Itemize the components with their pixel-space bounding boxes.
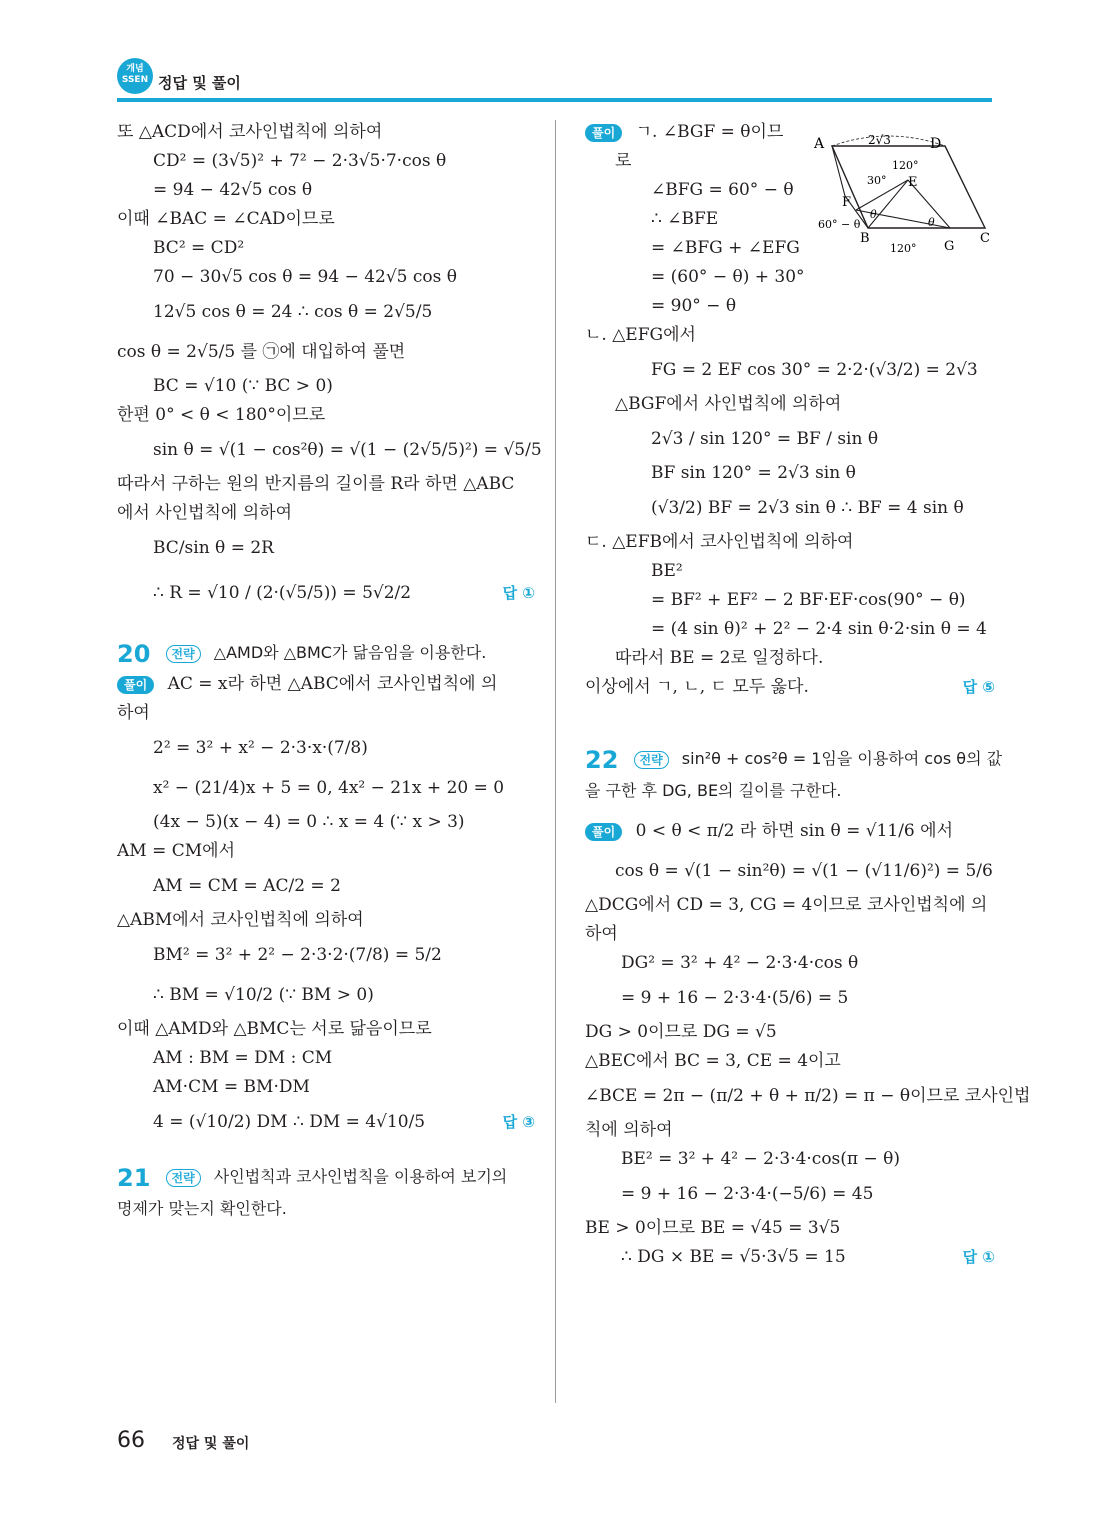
strategy-text-cont: 명제가 맞는지 확인한다. <box>117 1199 287 1218</box>
solution-line <box>117 975 535 1015</box>
label-top: 2√3 <box>868 133 891 147</box>
solution-line-text: BF sin 120° = 2√3 sin θ <box>651 463 856 483</box>
solution-line <box>585 350 995 390</box>
strategy-text: △AMD와 △BMC가 닮음임을 이용한다. <box>213 643 487 662</box>
solution-line-text: AM = CM에서 <box>117 841 235 861</box>
label-C: C <box>980 231 990 246</box>
solution-line <box>585 390 995 419</box>
label-angle-60: 60° − θ <box>818 218 861 231</box>
solution-line <box>585 459 995 488</box>
solution-line-text: AM = CM = AC/2 = 2 <box>153 876 341 896</box>
solution-line <box>585 1116 995 1145</box>
solution-line-text: BE > 0이므로 BE = √45 = 3√5 <box>585 1218 841 1238</box>
solution-line-text: = 94 − 42√5 cos θ <box>153 180 313 200</box>
solution-line <box>117 1102 535 1142</box>
solution-line <box>585 1214 995 1243</box>
solution-line-text: △BEC에서 BC = 3, CE = 4이고 <box>585 1051 841 1071</box>
solution-line-text: 로 <box>615 151 632 171</box>
solution-line-text: BM² = 3² + 2² − 2·3·2·(7/8) = 5/2 <box>153 945 442 965</box>
label-theta-1: θ <box>870 208 877 221</box>
footer-label: 정답 및 풀이 <box>172 1436 250 1452</box>
solution-line-text: ∴ DG × BE = √5·3√5 = 15 <box>621 1247 846 1267</box>
label-A: A <box>814 136 825 152</box>
solution-line <box>585 557 995 586</box>
solution-line-text: ∴ R = √10 / (2·(√5/5)) = 5√2/2 <box>153 583 412 603</box>
solution-line-text: = 9 + 16 − 2·3·4·(5/6) = 5 <box>621 988 849 1008</box>
solution-line <box>117 234 535 263</box>
solution-line-text: (4x − 5)(x − 4) = 0 ∴ x = 4 (∵ x > 3) <box>153 812 465 832</box>
solution-line-text: FG = 2 EF cos 30° = 2·2·(√3/2) = 2√3 <box>651 360 978 380</box>
solution-line <box>585 644 995 673</box>
problem-22-header <box>585 742 1003 776</box>
strategy-tag: 전략 <box>166 645 201 663</box>
solution-line <box>117 332 535 372</box>
solution-line <box>585 949 995 978</box>
answer-badge: 답 ① <box>502 584 535 602</box>
strategy-text: 사인법칙과 코사인법칙을 이용하여 보기의 <box>213 1167 508 1186</box>
strategy-text-cont: 을 구한 후 DG, BE의 길이를 구한다. <box>585 781 842 800</box>
solution-line <box>585 1174 995 1214</box>
solution-line: AC = x라 하면 △ABC에서 코사인법칙에 의 <box>167 674 498 694</box>
solution-line <box>117 118 535 147</box>
solution-line <box>585 920 995 949</box>
solution-line-text: BC = √10 (∵ BC > 0) <box>153 376 333 396</box>
solution-line <box>585 528 995 557</box>
solution-line <box>585 1243 995 1272</box>
solution-line <box>585 321 995 350</box>
solution-line-text: ㄴ. △EFG에서 <box>585 325 696 345</box>
solution-line <box>117 808 535 837</box>
solution-line <box>117 906 535 935</box>
answer-badge: 답 ⑤ <box>962 678 995 696</box>
strategy-text: sin²θ + cos²θ = 1임을 이용하여 cos θ의 값 <box>681 749 1003 768</box>
solution-line <box>117 866 535 906</box>
solution-line-text: AM·CM = BM·DM <box>153 1077 310 1097</box>
solution-line <box>117 935 535 975</box>
solution-line-text: BE² = 3² + 4² − 2·3·4·cos(π − θ) <box>621 1149 900 1169</box>
solution-line <box>585 615 995 644</box>
header-rule <box>117 98 992 102</box>
solution-line-text: 2√3 / sin 120° = BF / sin θ <box>651 429 879 449</box>
solution-line <box>585 1018 995 1047</box>
solution-line <box>117 263 535 292</box>
solution-line-text: ㄷ. △EFB에서 코사인법칙에 의하여 <box>585 532 854 552</box>
solution-line: ㄱ. ∠BGF = θ이므 <box>635 122 784 142</box>
solution-line-text: BE² <box>651 561 683 581</box>
solution-line-text: ∴ BM = √10/2 (∵ BM > 0) <box>153 985 374 1005</box>
solution-line-text: DG² = 3² + 4² − 2·3·4·cos θ <box>621 953 859 973</box>
solution-line <box>117 470 535 499</box>
solution-line-text: 칙에 의하여 <box>585 1120 673 1140</box>
solution-line-text: 따라서 구하는 원의 반지름의 길이를 R라 하면 △ABC <box>117 474 515 494</box>
solution-line-text: 하여 <box>117 703 150 723</box>
label-B: B <box>860 231 870 246</box>
solution-line <box>117 430 542 470</box>
left-solution-block <box>117 118 542 618</box>
solution-line: 0 < θ < π/2 라 하면 sin θ = √11/6 에서 <box>635 821 953 841</box>
problem-number: 20 <box>117 639 151 668</box>
solution-line <box>117 499 535 528</box>
label-angle-120-top: 120° <box>892 159 919 172</box>
label-angle-120-bot: 120° <box>890 242 917 255</box>
problem-20-header <box>117 636 535 670</box>
brand-logo-top: 개념 <box>126 64 144 74</box>
solution-line-text: △BGF에서 사인법칙에 의하여 <box>615 394 842 414</box>
solution-line-text: ∴ ∠BFE <box>651 209 719 229</box>
solution-line <box>117 837 535 866</box>
solution-line-text: 70 − 30√5 cos θ = 94 − 42√5 cos θ <box>153 267 458 287</box>
solution-line-text: = 90° − θ <box>651 296 737 316</box>
problem-number: 21 <box>117 1163 151 1192</box>
solution-line-text: DG > 0이므로 DG = √5 <box>585 1022 777 1042</box>
solution-line-text: 이때 ∠BAC = ∠CAD이므로 <box>117 209 335 229</box>
solution-line <box>585 851 995 891</box>
solution-line-text: 이상에서 ㄱ, ㄴ, ㄷ 모두 옳다. <box>585 677 809 697</box>
page-number: 66 <box>117 1428 145 1453</box>
solution-line-text: cos θ = √(1 − sin²θ) = √(1 − (√11/6)²) = 5/6 <box>615 861 993 881</box>
solution-line-text: BC² = CD² <box>153 238 245 258</box>
problem-number: 22 <box>585 745 619 774</box>
problem-20-solution <box>117 699 535 1142</box>
solution-line-text: 12√5 cos θ = 24 ∴ cos θ = 2√5/5 <box>153 302 433 322</box>
solution-line-text: 이때 △AMD와 △BMC는 서로 닮음이므로 <box>117 1019 432 1039</box>
solution-line <box>117 205 535 234</box>
solution-line <box>117 699 535 728</box>
solution-line <box>117 1073 535 1102</box>
solution-line-text: 에서 사인법칙에 의하여 <box>117 503 293 523</box>
solution-line-text: = (4 sin θ)² + 2² − 2·4 sin θ·2·sin θ = 4 <box>651 619 987 639</box>
solution-line <box>585 263 995 292</box>
solution-line-text: 또 △ACD에서 코사인법칙에 의하여 <box>117 122 383 142</box>
problem-22-solution-start <box>585 811 995 851</box>
solution-line <box>117 176 535 205</box>
problem-22-solution <box>585 851 1031 1272</box>
solution-line-text: △DCG에서 CD = 3, CG = 4이므로 코사인법칙에 의 <box>585 895 988 915</box>
solution-line-text: △ABM에서 코사인법칙에 의하여 <box>117 910 364 930</box>
solution-line-text: = ∠BFG + ∠EFG <box>651 238 800 258</box>
solution-line-text: x² − (21/4)x + 5 = 0, 4x² − 21x + 20 = 0 <box>153 778 505 798</box>
solution-tag: 풀이 <box>585 823 622 841</box>
label-angle-30: 30° <box>867 174 887 187</box>
label-F: F <box>842 195 852 210</box>
label-D: D <box>930 136 942 152</box>
left-column <box>117 118 542 1223</box>
solution-line <box>585 1076 1031 1116</box>
solution-tag: 풀이 <box>585 124 622 142</box>
solution-line-text: = BF² + EF² − 2 BF·EF·cos(90° − θ) <box>651 590 966 610</box>
label-theta-2: θ <box>928 216 935 229</box>
solution-line <box>117 728 535 768</box>
solution-line <box>117 372 535 401</box>
strategy-tag: 전략 <box>634 751 669 769</box>
solution-line <box>585 891 995 920</box>
column-divider <box>555 120 556 1403</box>
page-header-title: 정답 및 풀이 <box>158 74 241 92</box>
solution-line-text: cos θ = 2√5/5 를 ㉠에 대입하여 풀면 <box>117 342 406 362</box>
solution-line-text: BC/sin θ = 2R <box>153 538 274 558</box>
label-G: G <box>944 239 955 254</box>
solution-line <box>585 292 995 321</box>
solution-line <box>585 1145 995 1174</box>
solution-line <box>117 147 535 176</box>
solution-line-text: sin θ = √(1 − cos²θ) = √(1 − (2√5/5)²) = √5/5 <box>153 440 542 460</box>
solution-line <box>117 568 535 618</box>
solution-line <box>585 1047 995 1076</box>
solution-line-text: 4 = (√10/2) DM ∴ DM = 4√10/5 <box>153 1112 426 1132</box>
solution-line-text: = 9 + 16 − 2·3·4·(−5/6) = 45 <box>621 1184 874 1204</box>
solution-line-text: ∠BCE = 2π − (π/2 + θ + π/2) = π − θ이므로 코사인법 <box>585 1086 1031 1106</box>
answer-badge: 답 ① <box>962 1248 995 1266</box>
solution-line-text: = (60° − θ) + 30° <box>651 267 805 287</box>
right-column <box>585 118 1031 1272</box>
solution-line <box>117 1015 535 1044</box>
solution-line <box>585 586 995 615</box>
solution-line <box>117 292 535 332</box>
solution-tag: 풀이 <box>117 676 154 694</box>
brand-logo-bottom: SSEN <box>121 75 149 85</box>
solution-line <box>585 419 995 459</box>
solution-line <box>585 488 995 528</box>
solution-line-text: (√3/2) BF = 2√3 sin θ ∴ BF = 4 sin θ <box>651 498 964 518</box>
label-E: E <box>908 175 918 190</box>
solution-line-text: ∠BFG = 60° − θ <box>651 180 794 200</box>
solution-line-text: CD² = (3√5)² + 7² − 2·3√5·7·cos θ <box>153 151 447 171</box>
solution-line-text: AM : BM = DM : CM <box>153 1048 333 1068</box>
strategy-tag: 전략 <box>166 1169 201 1187</box>
answer-badge: 답 ③ <box>502 1113 535 1131</box>
parallelogram-figure <box>810 128 995 263</box>
solution-line <box>117 528 535 568</box>
solution-line-text: 한편 0° < θ < 180°이므로 <box>117 405 326 425</box>
solution-line <box>117 1044 535 1073</box>
solution-line <box>117 768 535 808</box>
solution-line <box>585 978 995 1018</box>
solution-line <box>117 401 535 430</box>
brand-logo <box>117 58 153 94</box>
solution-line-text: 2² = 3² + x² − 2·3·x·(7/8) <box>153 738 368 758</box>
solution-line-text: 하여 <box>585 924 618 944</box>
solution-line <box>585 673 995 702</box>
solution-line-text: 따라서 BE = 2로 일정하다. <box>615 648 824 668</box>
problem-21-header <box>117 1160 535 1194</box>
problem-20-solution-start <box>117 670 535 699</box>
